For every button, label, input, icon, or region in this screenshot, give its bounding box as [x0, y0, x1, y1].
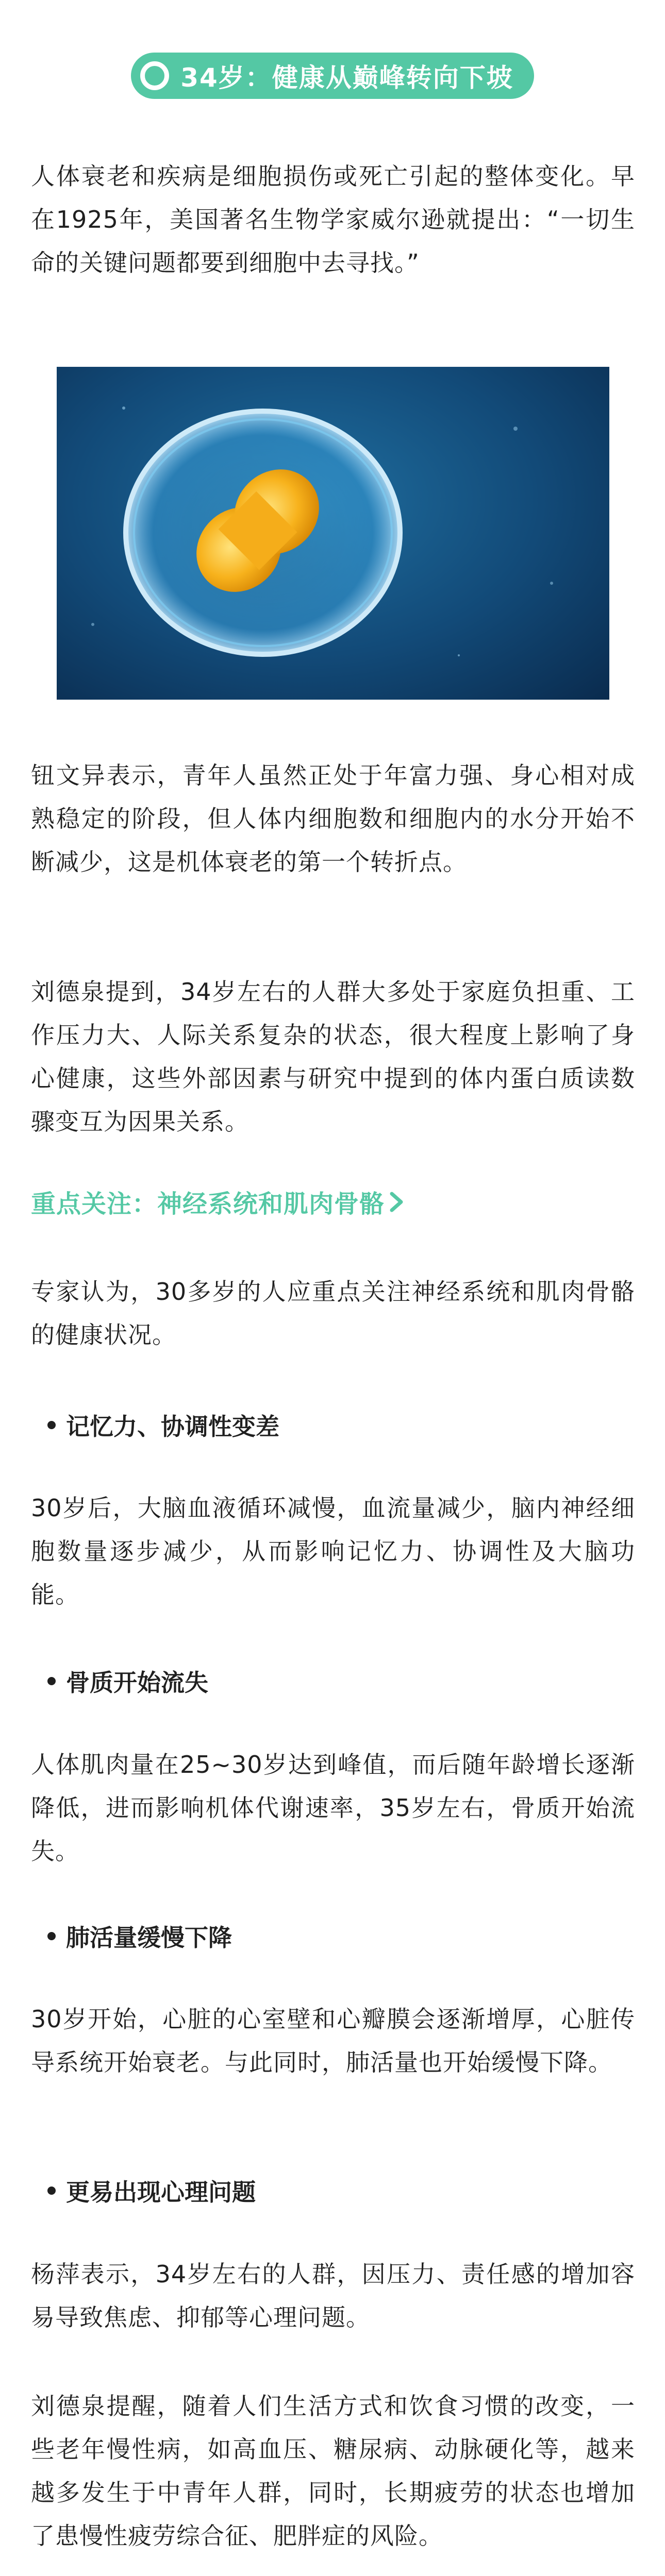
bullet-dot-icon	[47, 1421, 56, 1429]
bullet-mental	[66, 2174, 256, 2208]
bullet-lung	[66, 1919, 232, 1953]
subheading	[31, 1184, 406, 1219]
bullet-lung-label: 肺活量缓慢下降	[66, 1924, 232, 1952]
bullet-dot-icon	[47, 2187, 56, 2195]
paragraph-liu-1: 刘德泉提到，34岁左右的人群大多处于家庭负担重、工作压力大、人际关系复杂的状态，很大程度上影响了身心健康，这些外部因素与研究中提到的体内蛋白质读数骤变互为因果关系。	[31, 978, 635, 1136]
bullet-memory-label: 记忆力、协调性变差	[66, 1413, 279, 1440]
paragraph-brain: 30岁后，大脑血液循环减慢，血流量减少，脑内神经细胞数量逐步减少，从而影响记忆力、协调性及大脑功能。	[31, 1494, 635, 1608]
bullet-bone-label: 骨质开始流失	[66, 1669, 208, 1697]
paragraph-muscle: 人体肌肉量在25~30岁达到峰值，而后随年龄增长逐渐降低，进而影响机体代谢速率，35岁左右，骨质开始流失。	[31, 1751, 635, 1865]
paragraph-intro: 人体衰老和疾病是细胞损伤或死亡引起的整体变化。早在1925年，美国著名生物学家威尔逊就提出：“一切生命的关键问题都要到细胞中去寻找。”	[31, 162, 635, 277]
bullet-dot-icon	[47, 1677, 56, 1685]
paragraph-heart: 30岁开始，心脏的心室壁和心瓣膜会逐渐增厚，心脏传导系统开始衰老。与此同时，肺活量也开始缓慢下降。	[31, 2005, 635, 2076]
cell-division-image	[57, 367, 609, 700]
paragraph-liu-2: 刘德泉提醒，随着人们生活方式和饮食习惯的改变，一些老年慢性病，如高血压、糖尿病、动脉硬化等，越来越多发生于中青年人群，同时，长期疲劳的状态也增加了患慢性疲劳综合征、肥胖症的风险。	[31, 2392, 635, 2550]
watermark	[580, 2573, 653, 2576]
paragraph-niu: 钮文异表示，青年人虽然正处于年富力强、身心相对成熟稳定的阶段，但人体内细胞数和细胞内的水分开始不断减少，这是机体衰老的第一个转折点。	[31, 761, 635, 876]
section-heading-pill	[131, 53, 534, 99]
subheading-label: 重点关注：神经系统和肌肉骨骼	[31, 1190, 385, 1218]
paragraph-experts: 专家认为，30多岁的人应重点关注神经系统和肌肉骨骼的健康状况。	[31, 1278, 635, 1349]
bullet-mental-label: 更易出现心理问题	[66, 2178, 256, 2206]
section-heading-title: 34岁：健康从巅峰转向下坡	[180, 63, 513, 93]
bullet-bone	[66, 1664, 208, 1698]
bullet-memory	[66, 1408, 279, 1442]
section-heading	[0, 53, 665, 99]
bullet-dot-icon	[47, 1932, 56, 1940]
paragraph-yang: 杨萍表示，34岁左右的人群，因压力、责任感的增加容易导致焦虑、抑郁等心理问题。	[31, 2260, 635, 2331]
chevron-right-icon	[388, 1190, 406, 1214]
circle-icon	[140, 61, 169, 90]
